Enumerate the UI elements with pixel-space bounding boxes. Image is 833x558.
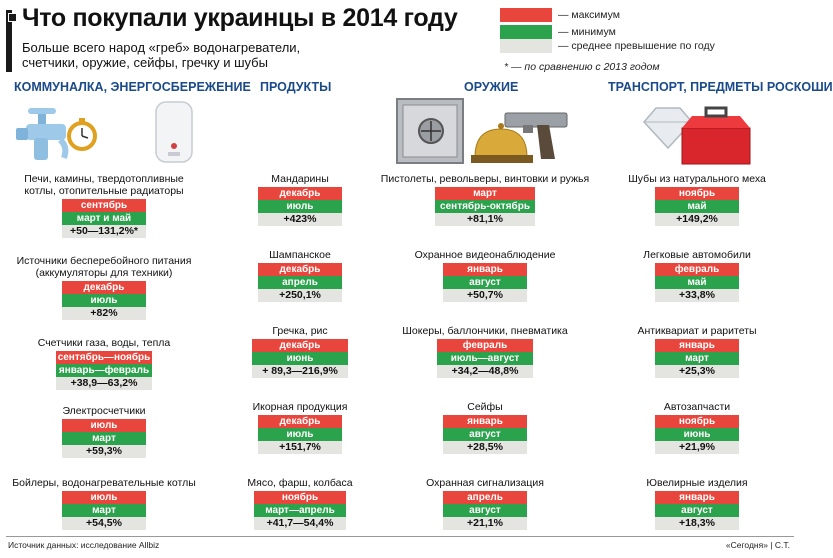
max-month: декабрь — [258, 415, 342, 428]
min-month: июль — [258, 428, 342, 441]
months-block — [252, 339, 348, 378]
item-name: Бойлеры, водонагревательные котлы — [12, 477, 196, 489]
item-name: Мясо, фарш, колбаса — [247, 477, 353, 489]
item-auto-parts — [602, 401, 792, 454]
months-block — [62, 419, 146, 458]
item-tangerines — [215, 173, 385, 226]
min-month: май — [655, 276, 739, 289]
avg-increase: +25,3% — [655, 365, 739, 378]
months-block — [655, 187, 739, 226]
max-month: ноябрь — [254, 491, 346, 504]
avg-increase: +81,1% — [435, 213, 535, 226]
safe-icon — [397, 99, 463, 163]
max-month: декабрь — [62, 281, 146, 294]
months-block — [437, 339, 533, 378]
legend-note: * — по сравнению с 2013 годом — [504, 61, 660, 73]
months-block — [62, 199, 146, 238]
max-month: июль — [62, 419, 146, 432]
min-month: июль — [258, 200, 342, 213]
min-month: март—апрель — [254, 504, 346, 517]
min-month: апрель — [258, 276, 342, 289]
avg-increase: +423% — [258, 213, 342, 226]
avg-increase: +41,7—54,4% — [254, 517, 346, 530]
item-name: Счетчики газа, воды, тепла — [37, 337, 171, 349]
avg-increase: +18,3% — [655, 517, 739, 530]
item-alarm — [380, 477, 590, 530]
months-block — [655, 491, 739, 530]
max-month: январь — [443, 263, 527, 276]
item-jewelry — [602, 477, 792, 530]
item-name: Сейфы — [467, 401, 503, 413]
max-month: июль — [62, 491, 146, 504]
avg-increase: +38,9—63,2% — [56, 377, 152, 390]
item-electricity-meters — [4, 405, 204, 458]
months-block — [655, 263, 739, 302]
legend-min-label: — минимум — [558, 26, 616, 38]
stopwatch-icon — [69, 118, 95, 149]
max-month: декабрь — [258, 263, 342, 276]
item-name: Антиквариат и раритеты — [637, 325, 757, 337]
footer-divider — [6, 536, 794, 537]
min-month: май — [655, 200, 739, 213]
item-caviar — [215, 401, 385, 454]
months-block — [258, 263, 342, 302]
item-name: Пистолеты, револьверы, винтовки и ружья — [380, 173, 590, 185]
months-block — [56, 351, 152, 390]
min-month: июль — [62, 294, 146, 307]
max-month: сентябрь — [62, 199, 146, 212]
avg-increase: +250,1% — [258, 289, 342, 302]
months-block — [655, 339, 739, 378]
toolbox-icon — [682, 108, 750, 164]
max-month: февраль — [655, 263, 739, 276]
max-month: ноябрь — [655, 415, 739, 428]
item-name: Шубы из натурального меха — [628, 173, 766, 185]
category-title-luxury: ТРАНСПОРТ, ПРЕДМЕТЫ РОСКОШИ — [608, 80, 833, 94]
avg-increase: +21,1% — [443, 517, 527, 530]
max-month: сентябрь—ноябрь — [57, 352, 151, 363]
item-name: Шампанское — [269, 249, 331, 261]
item-stoves — [4, 173, 204, 238]
category-title-utilities: КОММУНАЛКА, ЭНЕРГОСБЕРЕЖЕНИЕ — [14, 80, 251, 94]
months-block — [443, 491, 527, 530]
max-month: март — [435, 187, 535, 200]
months-block — [254, 491, 346, 530]
min-month: март и май — [62, 212, 146, 225]
page-title: Что покупали украинцы в 2014 году — [22, 4, 458, 32]
max-month: январь — [443, 415, 527, 428]
item-stun-guns — [380, 325, 590, 378]
item-name: Мандарины — [271, 173, 329, 185]
item-name: Печи, камины, твердотопливные котлы, отопительные радиаторы — [24, 173, 184, 197]
item-boilers — [4, 477, 204, 530]
item-champagne — [215, 249, 385, 302]
item-furs — [602, 173, 792, 226]
item-meters — [4, 337, 204, 390]
avg-increase: + 89,3—216,9% — [252, 365, 348, 378]
item-name: Электросчетчики — [62, 405, 146, 417]
water-heater-icon — [156, 102, 192, 162]
max-month: апрель — [443, 491, 527, 504]
legend-max-swatch — [500, 8, 552, 22]
legend-avg-swatch — [500, 39, 552, 53]
max-month: январь — [655, 339, 739, 352]
item-name: Автозапчасти — [663, 401, 731, 413]
avg-increase: +33,8% — [655, 289, 739, 302]
min-month: август — [443, 428, 527, 441]
months-block — [655, 415, 739, 454]
item-name: Ювелирные изделия — [646, 477, 748, 489]
min-month: март — [62, 504, 146, 517]
item-name: Шокеры, баллончики, пневматика — [402, 325, 568, 337]
page-subtitle: Больше всего народ «греб» водонагреватели, счетчики, оружие, сейфы, гречку и шубы — [22, 40, 301, 70]
avg-increase: +149,2% — [655, 213, 739, 226]
months-block — [62, 281, 146, 320]
avg-increase: +34,2—48,8% — [437, 365, 533, 378]
min-month: август — [443, 276, 527, 289]
source-note: Источник данных: исследование Allbiz — [8, 540, 160, 550]
item-firearms — [380, 173, 590, 226]
months-block — [62, 491, 146, 530]
min-month: август — [655, 504, 739, 517]
item-cars — [602, 249, 792, 302]
item-safes — [380, 401, 590, 454]
item-name: Гречка, рис — [272, 325, 328, 337]
months-block — [443, 263, 527, 302]
avg-increase: +59,3% — [62, 445, 146, 458]
credit-note: «Сегодня» | С.Т. — [725, 540, 790, 550]
legend-min-swatch — [500, 25, 552, 39]
avg-increase: +50—131,2%* — [62, 225, 146, 238]
title-mark — [8, 13, 17, 22]
months-block — [443, 415, 527, 454]
min-month: март — [62, 432, 146, 445]
item-antiques — [602, 325, 792, 378]
months-block — [258, 415, 342, 454]
max-month: февраль — [437, 339, 533, 352]
category-title-weapons: ОРУЖИЕ — [464, 80, 519, 94]
category-title-food: ПРОДУКТЫ — [260, 80, 332, 94]
months-block — [435, 187, 535, 226]
faucet-icon — [16, 108, 66, 160]
item-name: Икорная продукция — [252, 401, 348, 413]
avg-increase: +28,5% — [443, 441, 527, 454]
legend-avg-label: — среднее превышение по году — [558, 40, 715, 52]
item-video-surveillance — [380, 249, 590, 302]
avg-increase: +50,7% — [443, 289, 527, 302]
min-month: январь—февраль — [56, 364, 152, 377]
min-month: сентябрь-октябрь — [435, 200, 535, 213]
avg-increase: +21,9% — [655, 441, 739, 454]
item-ups — [4, 255, 204, 320]
item-meat — [215, 477, 385, 530]
min-month: март — [655, 352, 739, 365]
min-month: август — [443, 504, 527, 517]
item-name: Охранная сигнализация — [426, 477, 544, 489]
item-name: Охранное видеонаблюдение — [414, 249, 556, 261]
min-month: июнь — [252, 352, 348, 365]
months-block — [258, 187, 342, 226]
avg-increase: +54,5% — [62, 517, 146, 530]
avg-increase: +151,7% — [258, 441, 342, 454]
max-month: декабрь — [258, 187, 342, 200]
item-name: Источники бесперебойного питания (аккумуляторы для техники) — [16, 255, 192, 279]
max-month: ноябрь — [655, 187, 739, 200]
max-month: декабрь — [252, 339, 348, 352]
max-month: январь — [655, 491, 739, 504]
min-month: июнь — [655, 428, 739, 441]
min-month: июль—август — [437, 352, 533, 365]
legend-max-label: — максимум — [558, 9, 620, 21]
avg-increase: +82% — [62, 307, 146, 320]
item-buckwheat — [215, 325, 385, 378]
item-name: Легковые автомобили — [643, 249, 751, 261]
